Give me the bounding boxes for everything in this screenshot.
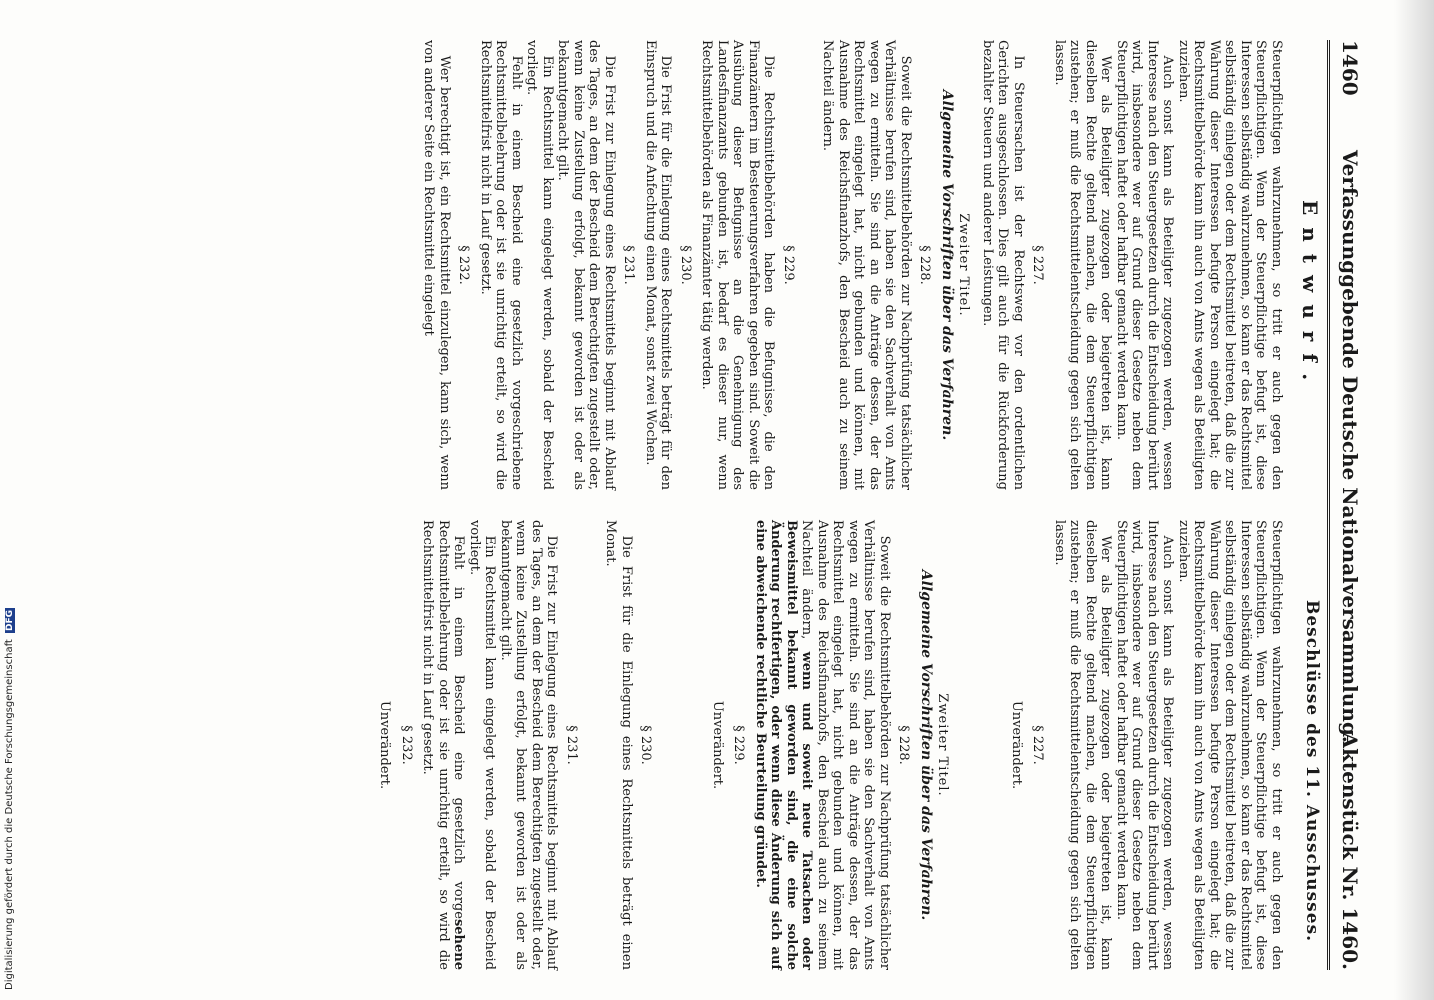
draft-column <box>421 40 1284 490</box>
scan-edge <box>1394 0 1434 1000</box>
section-231-number: § 231. <box>564 725 579 765</box>
section-231-text: Die Frist zur Einlegung eines Rechtsmittels beginnt mit Ablauf des Tages, an dem der Bescheid dem Berechtigten zugestellt oder, wenn keine Zustellung erfolgt, bekannt geworden ist oder als bekanntgemacht gilt. <box>498 520 560 970</box>
left-column-title: Entwurf. <box>1298 200 1322 393</box>
publication-title: Verfassunggebende Deutsche Nationalversammlung. <box>1338 150 1362 743</box>
committee-column <box>371 520 1284 970</box>
paragraph: Steuerpflichtigen wahrzunehmen, so tritt er auch gegen den Steuerpflichtigen. Wenn der Steuerpflichtige befugt ist, diese Interessen selbständig wahrzunehmen, so kann er das Rechtsmittel selbständig einlegen oder dem Rechtsmittel beitreten, daß die zur Wahrung dieser Interessen befugte Person eingelegt hat; die Rechtsmittelbehörde kann ihn auch von Amts wegen als Beteiligten zuziehen. <box>1176 520 1284 970</box>
right-column-title: Beschlüsse des 11. Ausschusses. <box>1302 600 1322 943</box>
section-230-number: § 230. <box>678 245 693 285</box>
title-heading: Zweiter Titel. <box>935 693 951 797</box>
paragraph: Auch sonst kann als Beteiligter zugezogen werden, wessen Interesse nach den Steuergesetzen durch die Entscheidung berührt wird, insbesondere wer auf Grund dieser Gesetze neben dem Steuerpflichtigen haftet oder haftbar gemacht werden kann. <box>1114 520 1176 970</box>
section-228-number: § 228. <box>896 725 912 765</box>
paragraph: Wer als Beteiligter zugezogen oder beigetreten ist, kann dieselben Rechte geltend machen, die dem Steuerpflichtigen zustehen; er muß die Rechtsmittelentscheidung gegen sich gelten lassen. <box>1052 40 1114 490</box>
section-229-number: § 229. <box>731 725 747 765</box>
section-heading: Allgemeine Vorschriften über das Verfahren. <box>939 89 955 441</box>
section-231-text: Fehlt in einem Bescheid eine gesetzlich vorgeschriebene Rechtsmittelbelehrung oder ist sie unrichtig erteilt, so wird die Rechtsmittelfrist nicht in Lauf gesetzt. <box>478 40 524 490</box>
text-fragment: Rechtsmittelbelehrung oder ist sie unrichtig erteilt, so wird die Rechtsmittelfrist nicht in Lauf gesetzt. <box>420 520 451 970</box>
section-228-number: § 228. <box>917 245 933 285</box>
amended-word: sehene <box>451 918 467 970</box>
section-227-number: § 227. <box>1030 245 1046 285</box>
section-228-text: Soweit die Rechtsmittelbehörden zur Nachprüfung tatsächlicher Verhältnisse berufen sind, haben sie den Sachverhalt von Amts wegen zu ermitteln. Sie sind an die Anträge dessen, der das Rechtsmittel eingelegt hat, nicht gebunden und können, mit Ausnahme des Reichsfinanzhofs, den Bescheid auch zu seinem Nachteil ändern. <box>820 40 913 490</box>
section-228-text <box>753 520 893 970</box>
section-230-number: § 230. <box>638 725 654 765</box>
section-231-text: Ein Rechtsmittel kann eingelegt werden, sobald der Bescheid vorliegt. <box>467 520 498 970</box>
page-number: 1460 <box>1338 40 1362 96</box>
section-227-text: In Steuersachen ist der Rechtsweg vor den ordentlichen Gerichten ausgeschlossen. Dies gilt auch für die Rückforderung bezahlter Steuern und anderer Leistungen. <box>980 40 1026 490</box>
unchanged-note: Unverändert. <box>377 700 393 790</box>
title-heading: Zweiter Titel. <box>956 213 972 317</box>
section-232-number: § 232. <box>456 245 472 285</box>
section-227-number: § 227. <box>1030 725 1046 765</box>
section-231-text <box>420 520 467 970</box>
text-fragment: Fehlt in einem Bescheid eine gesetzlich vorge <box>451 535 467 919</box>
paragraph: Wer als Beteiligter zugezogen oder beigetreten ist, kann dieselben Rechte geltend machen, die dem Steuerpflichtigen zustehen; er muß die Rechtsmittelentscheidung gegen sich gelten lassen. <box>1052 520 1114 970</box>
section-229-number: § 229. <box>781 245 796 285</box>
section-230-text: Die Frist für die Einlegung eines Rechtsmittels beträgt für den Einspruch und die Anfechtung einen Monat, sonst zwei Wochen. <box>643 40 674 490</box>
paragraph: Auch sonst kann als Beteiligter zugezogen werden, wessen Interesse nach den Steuergesetzen durch die Entscheidung berührt wird, insbesondere wer auf Grund dieser Gesetze neben dem Steuerpflichtigen haftet oder haftbar gemacht werden kann. <box>1114 40 1176 490</box>
section-231-number: § 231. <box>621 245 637 285</box>
digitization-credit <box>4 0 20 990</box>
page-header <box>1327 40 1364 970</box>
section-228-amendment: wenn und soweit neue Tatsachen oder Beweismittel bekannt geworden sind, die eine solche Änderung rechtfertigen, oder wenn diese Änderung sich auf eine abweichende rechtliche Beurteilung gründet. <box>753 520 815 970</box>
section-231-text: Die Frist zur Einlegung eines Rechtsmittels beginnt mit Ablauf des Tages, an dem der Bescheid dem Berechtigten zugestellt oder, wenn keine Zustellung erfolgt, bekannt geworden ist oder als bekanntgemacht gilt. <box>555 40 617 490</box>
dfg-logo: DFG <box>5 609 15 631</box>
unchanged-note: Unverändert. <box>710 700 725 790</box>
paragraph: Steuerpflichtigen wahrzunehmen, so tritt er auch gegen den Steuerpflichtigen. Wenn der Steuerpflichtige befugt ist, diese Interessen selbständig wahrzunehmen, so kann er das Rechtsmittel selbständig einlegen oder dem Rechtsmittel beitreten, daß die zur Wahrung dieser Interessen befugte Person eingelegt hat; die Rechtsmittelbehörde kann ihn auch von Amts wegen als Beteiligten zuziehen. <box>1176 40 1284 490</box>
section-heading: Allgemeine Vorschriften über das Verfahren. <box>918 569 934 921</box>
section-230-text: Die Frist für die Einlegung eines Rechtsmittels beträgt einen Monat. <box>603 520 634 970</box>
section-232-number: § 232. <box>399 725 414 765</box>
document-number: Aktenstück Nr. 1460. <box>1338 732 1362 970</box>
unchanged-note: Unverändert. <box>1009 700 1024 790</box>
section-229-text: Die Rechtsmittelbehörden haben die Befugnisse, die den Finanzämtern im Besteuerungsverfahren gegeben sind. Soweit die Ausübung dieser Befugnisse an die Genehmigung des Landesfinanzamts gebunden ist, bedarf es dieser nur, wenn Rechtsmittelbehörden als Finanzämter tätig werden. <box>699 40 777 490</box>
section-232-text: Wer berechtigt ist, ein Rechtsmittel einzulegen, kann sich, wenn von anderer Seite ein Rechtsmittel eingelegt <box>421 40 452 490</box>
section-228-text-regular: Soweit die Rechtsmittelbehörden zur Nachprüfung tatsächlicher Verhältnisse berufen sind, haben sie den Sachverhalt von Amts wegen zu ermitteln. Sie sind an die Anträge dessen, der das Rechtsmittel eingelegt hat, nicht gebunden und können, mit Ausnahme des Reichsfinanzhofs, den Bescheid auch zu seinem Nachteil ändern, <box>799 520 892 970</box>
section-231-text: Ein Rechtsmittel kann eingelegt werden, sobald der Bescheid vorliegt. <box>524 40 555 490</box>
credit-text: Digitalisierung gefördert durch die Deutsche Forschungsgemeinschaft <box>4 639 15 990</box>
